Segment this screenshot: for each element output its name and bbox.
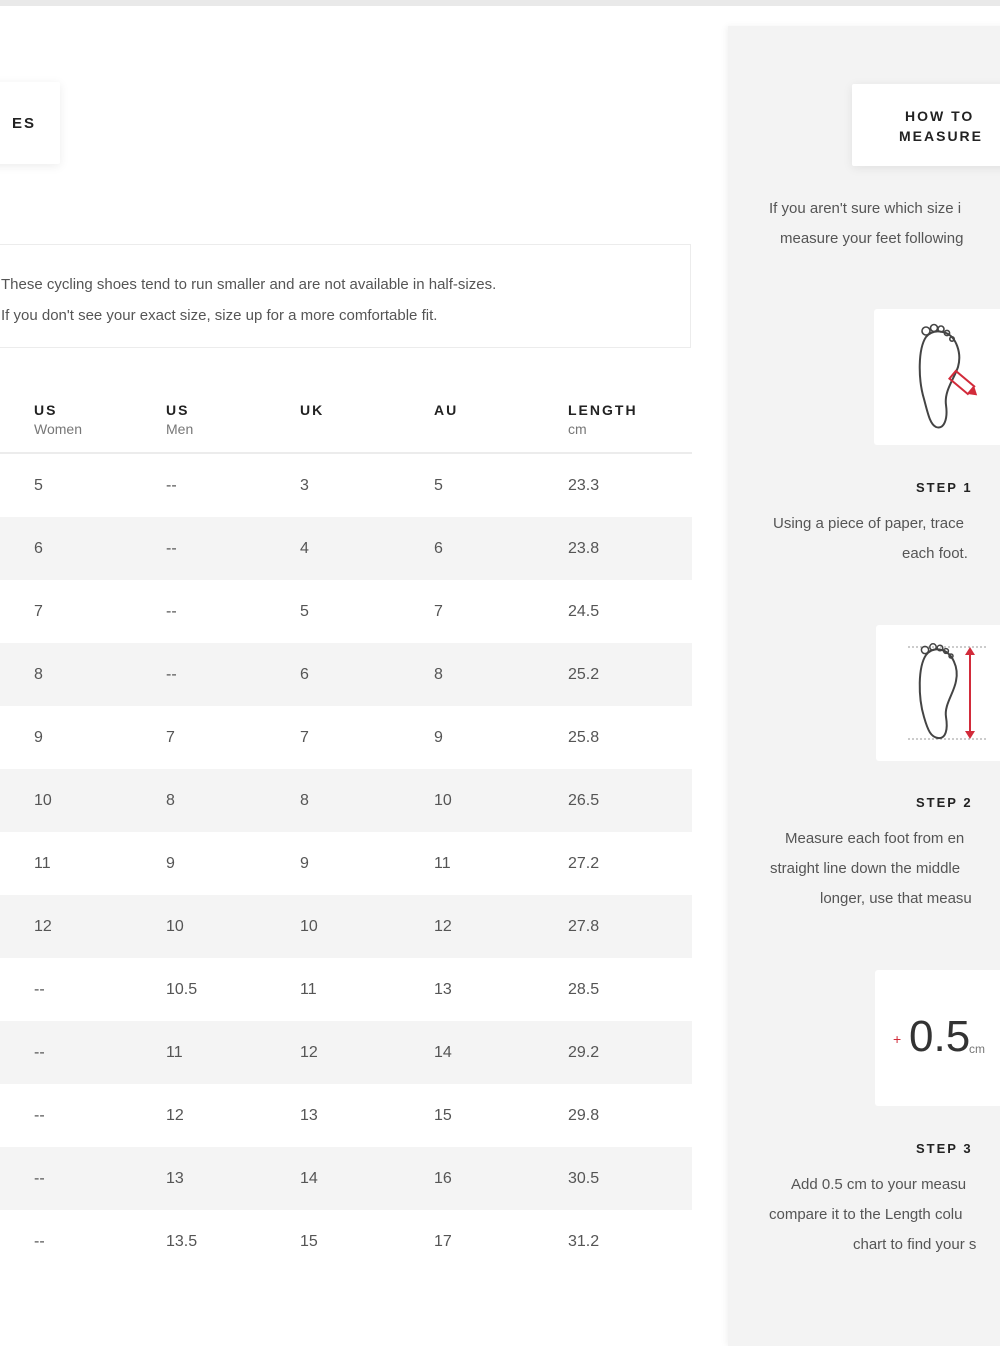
- table-row: [0, 769, 692, 832]
- step-2-line-3: longer, use that measu: [820, 890, 972, 907]
- intro-line-2: measure your feet following: [780, 230, 964, 247]
- step-3-line-1: Add 0.5 cm to your measu: [791, 1176, 967, 1193]
- table-cell: 23.3: [568, 476, 600, 494]
- table-cell: 14: [434, 1043, 452, 1061]
- table-row: [0, 832, 692, 895]
- table-row: [0, 1084, 692, 1147]
- table-cell: 10: [434, 791, 452, 809]
- step-2-line-1: Measure each foot from en: [785, 830, 965, 847]
- table-cell: --: [166, 602, 177, 620]
- table-cell: --: [166, 476, 177, 494]
- table-cell: 27.2: [568, 854, 600, 872]
- table-cell: 7: [34, 602, 43, 620]
- table-cell: 11: [34, 854, 51, 872]
- table-cell: 11: [300, 980, 317, 998]
- table-cell: 15: [434, 1106, 452, 1124]
- table-cell: 16: [434, 1169, 452, 1187]
- table-row: [0, 454, 692, 517]
- table-cell: 26.5: [568, 791, 600, 809]
- table-cell: 13: [434, 980, 452, 998]
- table-cell: 9: [34, 728, 43, 746]
- step-2-card: [876, 625, 1000, 761]
- step-2-label: STEP 2: [916, 795, 973, 810]
- table-cell: --: [34, 1169, 45, 1187]
- tab-sizes-label: ES: [11, 114, 36, 132]
- fit-note-line-1: These cycling shoes tend to run smaller and are not available in half-sizes.: [1, 276, 497, 293]
- table-cell: 12: [300, 1043, 318, 1061]
- table-cell: 5: [34, 476, 43, 494]
- size-chart-table: [0, 390, 692, 1273]
- table-cell: 3: [300, 476, 309, 494]
- step-3-line-3: chart to find your s: [853, 1236, 977, 1253]
- step-1-line-1: Using a piece of paper, trace: [773, 515, 964, 532]
- table-cell: 10.5: [166, 980, 198, 998]
- table-cell: 12: [34, 917, 52, 935]
- table-cell: 7: [166, 728, 175, 746]
- table-cell: 24.5: [568, 602, 600, 620]
- table-cell: 27.8: [568, 917, 600, 935]
- tab-how-to-measure[interactable]: [852, 84, 1000, 166]
- header-uk: UK: [300, 402, 325, 418]
- step-1-line-2: each foot.: [902, 545, 968, 562]
- table-row: [0, 895, 692, 958]
- step-2-line-2: straight line down the middle: [770, 860, 961, 877]
- header-length: LENGTH cm: [568, 402, 638, 437]
- table-cell: 13.5: [166, 1232, 198, 1250]
- table-cell: 10: [300, 917, 318, 935]
- step-3-unit: cm: [969, 1042, 985, 1056]
- table-cell: 10: [34, 791, 52, 809]
- table-cell: 29.2: [568, 1043, 600, 1061]
- table-cell: 28.5: [568, 980, 600, 998]
- table-cell: 6: [300, 665, 309, 683]
- table-row: [0, 517, 692, 580]
- table-row: [0, 1147, 692, 1210]
- table-cell: 12: [166, 1106, 184, 1124]
- table-cell: --: [166, 665, 177, 683]
- fit-note: [0, 244, 691, 348]
- table-cell: 4: [300, 539, 309, 557]
- table-row: [0, 643, 692, 706]
- table-cell: 11: [166, 1043, 183, 1061]
- step-3-line-2: compare it to the Length colu: [769, 1206, 963, 1223]
- table-cell: 12: [434, 917, 452, 935]
- step-3-value: 0.5: [909, 1012, 971, 1061]
- table-cell: 8: [166, 791, 175, 809]
- table-row: [0, 1210, 692, 1273]
- table-row: [0, 580, 692, 643]
- table-cell: 9: [166, 854, 175, 872]
- table-cell: 6: [34, 539, 43, 557]
- step-3-card: [875, 970, 1000, 1106]
- table-row: [0, 1021, 692, 1084]
- table-cell: --: [34, 980, 45, 998]
- table-cell: 6: [434, 539, 443, 557]
- table-header: [0, 390, 692, 454]
- table-cell: 13: [166, 1169, 184, 1187]
- foot-trace-icon: [874, 309, 1000, 445]
- fit-note-line-2: If you don't see your exact size, size up for a more comfortable fit.: [1, 307, 438, 324]
- table-cell: 17: [434, 1232, 452, 1250]
- table-cell: 23.8: [568, 539, 600, 557]
- table-cell: 29.8: [568, 1106, 600, 1124]
- top-bar: [0, 0, 1000, 6]
- table-cell: --: [34, 1106, 45, 1124]
- table-cell: 25.8: [568, 728, 600, 746]
- table-cell: 8: [434, 665, 443, 683]
- header-us-men: US Men: [166, 402, 194, 437]
- table-cell: --: [34, 1043, 45, 1061]
- header-us-women: US Women: [34, 402, 82, 437]
- table-cell: 14: [300, 1169, 318, 1187]
- table-cell: 9: [434, 728, 443, 746]
- step-1-label: STEP 1: [916, 480, 973, 495]
- header-au: AU: [434, 402, 459, 418]
- table-cell: --: [166, 539, 177, 557]
- step-3-label: STEP 3: [916, 1141, 973, 1156]
- foot-measure-icon: [876, 625, 1000, 761]
- table-cell: 7: [300, 728, 309, 746]
- table-cell: 8: [34, 665, 43, 683]
- intro-line-1: If you aren't sure which size i: [769, 200, 962, 217]
- table-row: [0, 706, 692, 769]
- table-cell: 8: [300, 791, 309, 809]
- table-cell: 5: [300, 602, 309, 620]
- tab-measure-line-1: HOW TO: [905, 108, 975, 124]
- tab-measure-line-2: MEASURE: [899, 128, 984, 144]
- table-cell: 5: [434, 476, 443, 494]
- svg-text:+: +: [893, 1031, 902, 1047]
- table-cell: 31.2: [568, 1232, 600, 1250]
- table-cell: 13: [300, 1106, 318, 1124]
- step-1-card: [874, 309, 1000, 445]
- tab-sizes[interactable]: [0, 82, 60, 164]
- table-cell: 9: [300, 854, 309, 872]
- table-cell: 11: [434, 854, 451, 872]
- table-body: [0, 454, 692, 1273]
- table-cell: 25.2: [568, 665, 600, 683]
- table-row: [0, 958, 692, 1021]
- table-cell: --: [34, 1232, 45, 1250]
- table-cell: 7: [434, 602, 443, 620]
- table-cell: 15: [300, 1232, 318, 1250]
- table-cell: 30.5: [568, 1169, 600, 1187]
- table-cell: 10: [166, 917, 184, 935]
